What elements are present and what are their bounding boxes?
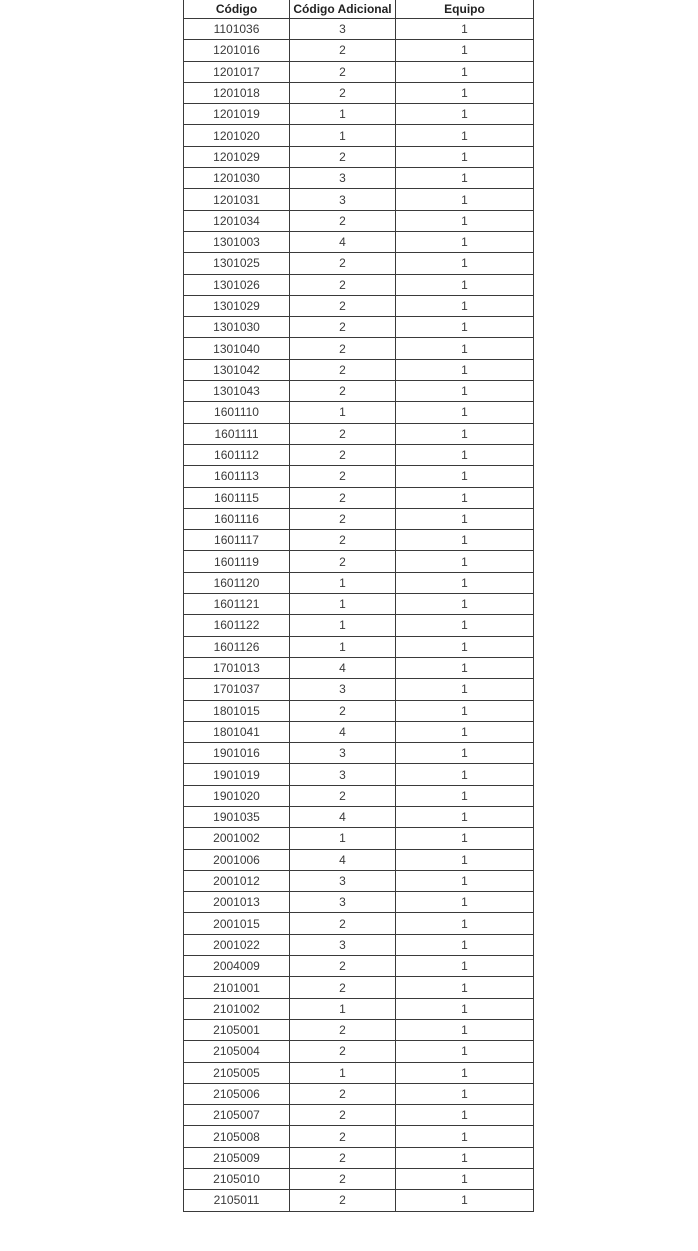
table-row [184,636,534,657]
codigo-cell: 1201016 [184,40,290,61]
codigo-adicional-cell: 4 [290,657,396,678]
codigo-adicional-cell: 3 [290,934,396,955]
table-row [184,700,534,721]
table-row [184,785,534,806]
codigo-cell: 1601112 [184,444,290,465]
codigo-cell: 1301026 [184,274,290,295]
codigo-adicional-cell: 4 [290,231,396,252]
codigo-adicional-cell: 2 [290,82,396,103]
table-row [184,934,534,955]
codigo-cell: 1601111 [184,423,290,444]
table-row [184,828,534,849]
codigo-adicional-cell: 2 [290,359,396,380]
equipo-cell: 1 [396,19,534,40]
codigo-adicional-cell: 2 [290,1147,396,1168]
table-row [184,956,534,977]
codigo-cell: 2105005 [184,1062,290,1083]
codigo-cell: 1301003 [184,231,290,252]
table-row [184,508,534,529]
table-row [184,423,534,444]
equipo-cell: 1 [396,274,534,295]
codigo-cell: 1601117 [184,530,290,551]
table-row [184,998,534,1019]
equipo-cell: 1 [396,892,534,913]
equipo-cell: 1 [396,721,534,742]
codigo-cell: 1901020 [184,785,290,806]
codigo-cell: 2105010 [184,1169,290,1190]
codigo-cell: 2001013 [184,892,290,913]
equipo-cell: 1 [396,295,534,316]
table-row [184,444,534,465]
table-row [184,657,534,678]
codigo-adicional-cell: 2 [290,700,396,721]
codigo-cell: 1301025 [184,253,290,274]
header-codigo: Código [184,0,290,19]
codigo-cell: 1601119 [184,551,290,572]
table-row [184,168,534,189]
equipo-cell: 1 [396,1019,534,1040]
table-row [184,210,534,231]
codigo-cell: 1601126 [184,636,290,657]
codigo-adicional-cell: 2 [290,1169,396,1190]
codigo-cell: 2101001 [184,977,290,998]
codigo-cell: 1601121 [184,594,290,615]
codigo-cell: 2001012 [184,870,290,891]
codigo-adicional-cell: 2 [290,338,396,359]
table-body [184,19,534,1212]
codigo-cell: 2105007 [184,1105,290,1126]
table-row [184,1041,534,1062]
codigo-adicional-cell: 2 [290,508,396,529]
codigo-cell: 2105008 [184,1126,290,1147]
table-row [184,594,534,615]
table-row [184,615,534,636]
codigo-adicional-cell: 3 [290,168,396,189]
equipo-cell: 1 [396,764,534,785]
equipo-cell: 1 [396,231,534,252]
table-row [184,189,534,210]
table-row [184,892,534,913]
codigo-adicional-cell: 2 [290,1083,396,1104]
header-equipo: Equipo [396,0,534,19]
table-row [184,61,534,82]
codigo-adicional-cell: 1 [290,402,396,423]
codigo-adicional-cell: 2 [290,530,396,551]
equipo-cell: 1 [396,444,534,465]
codigo-adicional-cell: 2 [290,977,396,998]
equipo-cell: 1 [396,61,534,82]
equipo-cell: 1 [396,743,534,764]
codigo-adicional-cell: 1 [290,615,396,636]
codigo-cell: 1601113 [184,466,290,487]
codigo-cell: 2001006 [184,849,290,870]
equipo-cell: 1 [396,828,534,849]
codigo-adicional-cell: 2 [290,146,396,167]
table-row [184,231,534,252]
equipo-cell: 1 [396,657,534,678]
table-row [184,82,534,103]
equipo-cell: 1 [396,977,534,998]
codigo-adicional-cell: 4 [290,806,396,827]
codigo-cell: 2105009 [184,1147,290,1168]
codigo-cell: 1301043 [184,381,290,402]
equipo-cell: 1 [396,253,534,274]
header-row [184,0,534,19]
table-row [184,253,534,274]
equipo-cell: 1 [396,146,534,167]
table-row [184,743,534,764]
codigo-adicional-cell: 1 [290,572,396,593]
codigo-cell: 1201017 [184,61,290,82]
table-row [184,381,534,402]
codigo-adicional-cell: 2 [290,785,396,806]
equipo-cell: 1 [396,636,534,657]
table-row [184,913,534,934]
codigo-adicional-cell: 2 [290,1190,396,1211]
codigo-cell: 1301042 [184,359,290,380]
table-row [184,1105,534,1126]
codigo-adicional-cell: 1 [290,828,396,849]
codigo-adicional-cell: 2 [290,1126,396,1147]
table-row [184,1169,534,1190]
equipo-cell: 1 [396,913,534,934]
codigo-adicional-cell: 2 [290,487,396,508]
codigo-cell: 2004009 [184,956,290,977]
table-row [184,359,534,380]
equipo-cell: 1 [396,1083,534,1104]
codigo-adicional-cell: 4 [290,849,396,870]
codigo-adicional-cell: 2 [290,1019,396,1040]
equipo-cell: 1 [396,1041,534,1062]
codigo-adicional-cell: 1 [290,998,396,1019]
codigo-cell: 2001002 [184,828,290,849]
codigo-adicional-cell: 2 [290,295,396,316]
codigo-cell: 1801041 [184,721,290,742]
codigo-adicional-cell: 2 [290,1041,396,1062]
equipo-cell: 1 [396,934,534,955]
codigo-adicional-cell: 3 [290,764,396,785]
codigo-adicional-cell: 1 [290,125,396,146]
equipo-cell: 1 [396,615,534,636]
codigo-cell: 1201031 [184,189,290,210]
equipo-cell: 1 [396,1105,534,1126]
table-row [184,317,534,338]
equipo-cell: 1 [396,317,534,338]
equipo-cell: 1 [396,785,534,806]
codigo-cell: 1201019 [184,104,290,125]
codigo-adicional-cell: 2 [290,466,396,487]
codigo-adicional-cell: 1 [290,636,396,657]
codigo-cell: 1901035 [184,806,290,827]
equipo-cell: 1 [396,849,534,870]
codigo-adicional-cell: 3 [290,679,396,700]
table-row [184,1126,534,1147]
table-row [184,1147,534,1168]
table-row [184,870,534,891]
codigo-cell: 1201029 [184,146,290,167]
data-table [183,0,534,1212]
equipo-cell: 1 [396,104,534,125]
equipo-cell: 1 [396,381,534,402]
codigo-adicional-cell: 3 [290,19,396,40]
codigo-cell: 2105006 [184,1083,290,1104]
codigo-cell: 1301030 [184,317,290,338]
codigo-cell: 1201030 [184,168,290,189]
codigo-cell: 1701037 [184,679,290,700]
equipo-cell: 1 [396,956,534,977]
table-row [184,295,534,316]
codigo-adicional-cell: 2 [290,210,396,231]
codigo-adicional-cell: 2 [290,253,396,274]
codigo-adicional-cell: 1 [290,1062,396,1083]
equipo-cell: 1 [396,1147,534,1168]
codigo-adicional-cell: 2 [290,317,396,338]
table-row [184,977,534,998]
equipo-cell: 1 [396,210,534,231]
codigo-cell: 1701013 [184,657,290,678]
equipo-cell: 1 [396,700,534,721]
table-row [184,849,534,870]
codigo-adicional-cell: 1 [290,594,396,615]
table-row [184,487,534,508]
codigo-adicional-cell: 3 [290,870,396,891]
equipo-cell: 1 [396,572,534,593]
codigo-cell: 2105011 [184,1190,290,1211]
table-row [184,1083,534,1104]
equipo-cell: 1 [396,189,534,210]
equipo-cell: 1 [396,168,534,189]
equipo-cell: 1 [396,1126,534,1147]
table-row [184,40,534,61]
codigo-cell: 1201020 [184,125,290,146]
codigo-adicional-cell: 2 [290,1105,396,1126]
codigo-cell: 2105004 [184,1041,290,1062]
equipo-cell: 1 [396,998,534,1019]
equipo-cell: 1 [396,806,534,827]
equipo-cell: 1 [396,487,534,508]
equipo-cell: 1 [396,125,534,146]
equipo-cell: 1 [396,40,534,61]
equipo-cell: 1 [396,594,534,615]
table-row [184,806,534,827]
equipo-cell: 1 [396,466,534,487]
table-row [184,338,534,359]
codigo-cell: 1601120 [184,572,290,593]
codigo-cell: 2105001 [184,1019,290,1040]
table-row [184,125,534,146]
codigo-cell: 1801015 [184,700,290,721]
table-row [184,551,534,572]
table-row [184,146,534,167]
table-row [184,19,534,40]
table-row [184,104,534,125]
equipo-cell: 1 [396,338,534,359]
codigo-adicional-cell: 2 [290,40,396,61]
codigo-cell: 2001015 [184,913,290,934]
codigo-adicional-cell: 2 [290,381,396,402]
equipo-cell: 1 [396,82,534,103]
codigo-cell: 1301040 [184,338,290,359]
table-row [184,572,534,593]
equipo-cell: 1 [396,1190,534,1211]
codigo-adicional-cell: 2 [290,444,396,465]
codigo-cell: 1201018 [184,82,290,103]
table-row [184,402,534,423]
table-row [184,1062,534,1083]
table-row [184,466,534,487]
codigo-cell: 2001022 [184,934,290,955]
header-codigo-adicional: Código Adicional [290,0,396,19]
codigo-cell: 1601122 [184,615,290,636]
codigo-adicional-cell: 2 [290,274,396,295]
codigo-adicional-cell: 2 [290,551,396,572]
codigo-adicional-cell: 3 [290,892,396,913]
codigo-cell: 1301029 [184,295,290,316]
codigo-adicional-cell: 2 [290,423,396,444]
equipo-cell: 1 [396,679,534,700]
equipo-cell: 1 [396,508,534,529]
codigo-cell: 2101002 [184,998,290,1019]
codigo-adicional-cell: 2 [290,61,396,82]
codigo-cell: 1601116 [184,508,290,529]
equipo-cell: 1 [396,359,534,380]
table-header [184,0,534,19]
codigo-adicional-cell: 2 [290,956,396,977]
equipo-cell: 1 [396,870,534,891]
codigo-cell: 1601110 [184,402,290,423]
codigo-adicional-cell: 3 [290,189,396,210]
equipo-cell: 1 [396,402,534,423]
table-row [184,274,534,295]
codigo-adicional-cell: 1 [290,104,396,125]
equipo-cell: 1 [396,551,534,572]
codigo-adicional-cell: 2 [290,913,396,934]
equipo-cell: 1 [396,423,534,444]
table-row [184,1190,534,1211]
codigo-cell: 1901016 [184,743,290,764]
codigo-cell: 1901019 [184,764,290,785]
table-row [184,721,534,742]
codigo-cell: 1101036 [184,19,290,40]
table-row [184,679,534,700]
table-row [184,1019,534,1040]
codigo-cell: 1201034 [184,210,290,231]
codigo-adicional-cell: 4 [290,721,396,742]
codigo-cell: 1601115 [184,487,290,508]
equipo-cell: 1 [396,1169,534,1190]
equipo-cell: 1 [396,1062,534,1083]
table-row [184,530,534,551]
table-row [184,764,534,785]
codigo-adicional-cell: 3 [290,743,396,764]
equipo-cell: 1 [396,530,534,551]
